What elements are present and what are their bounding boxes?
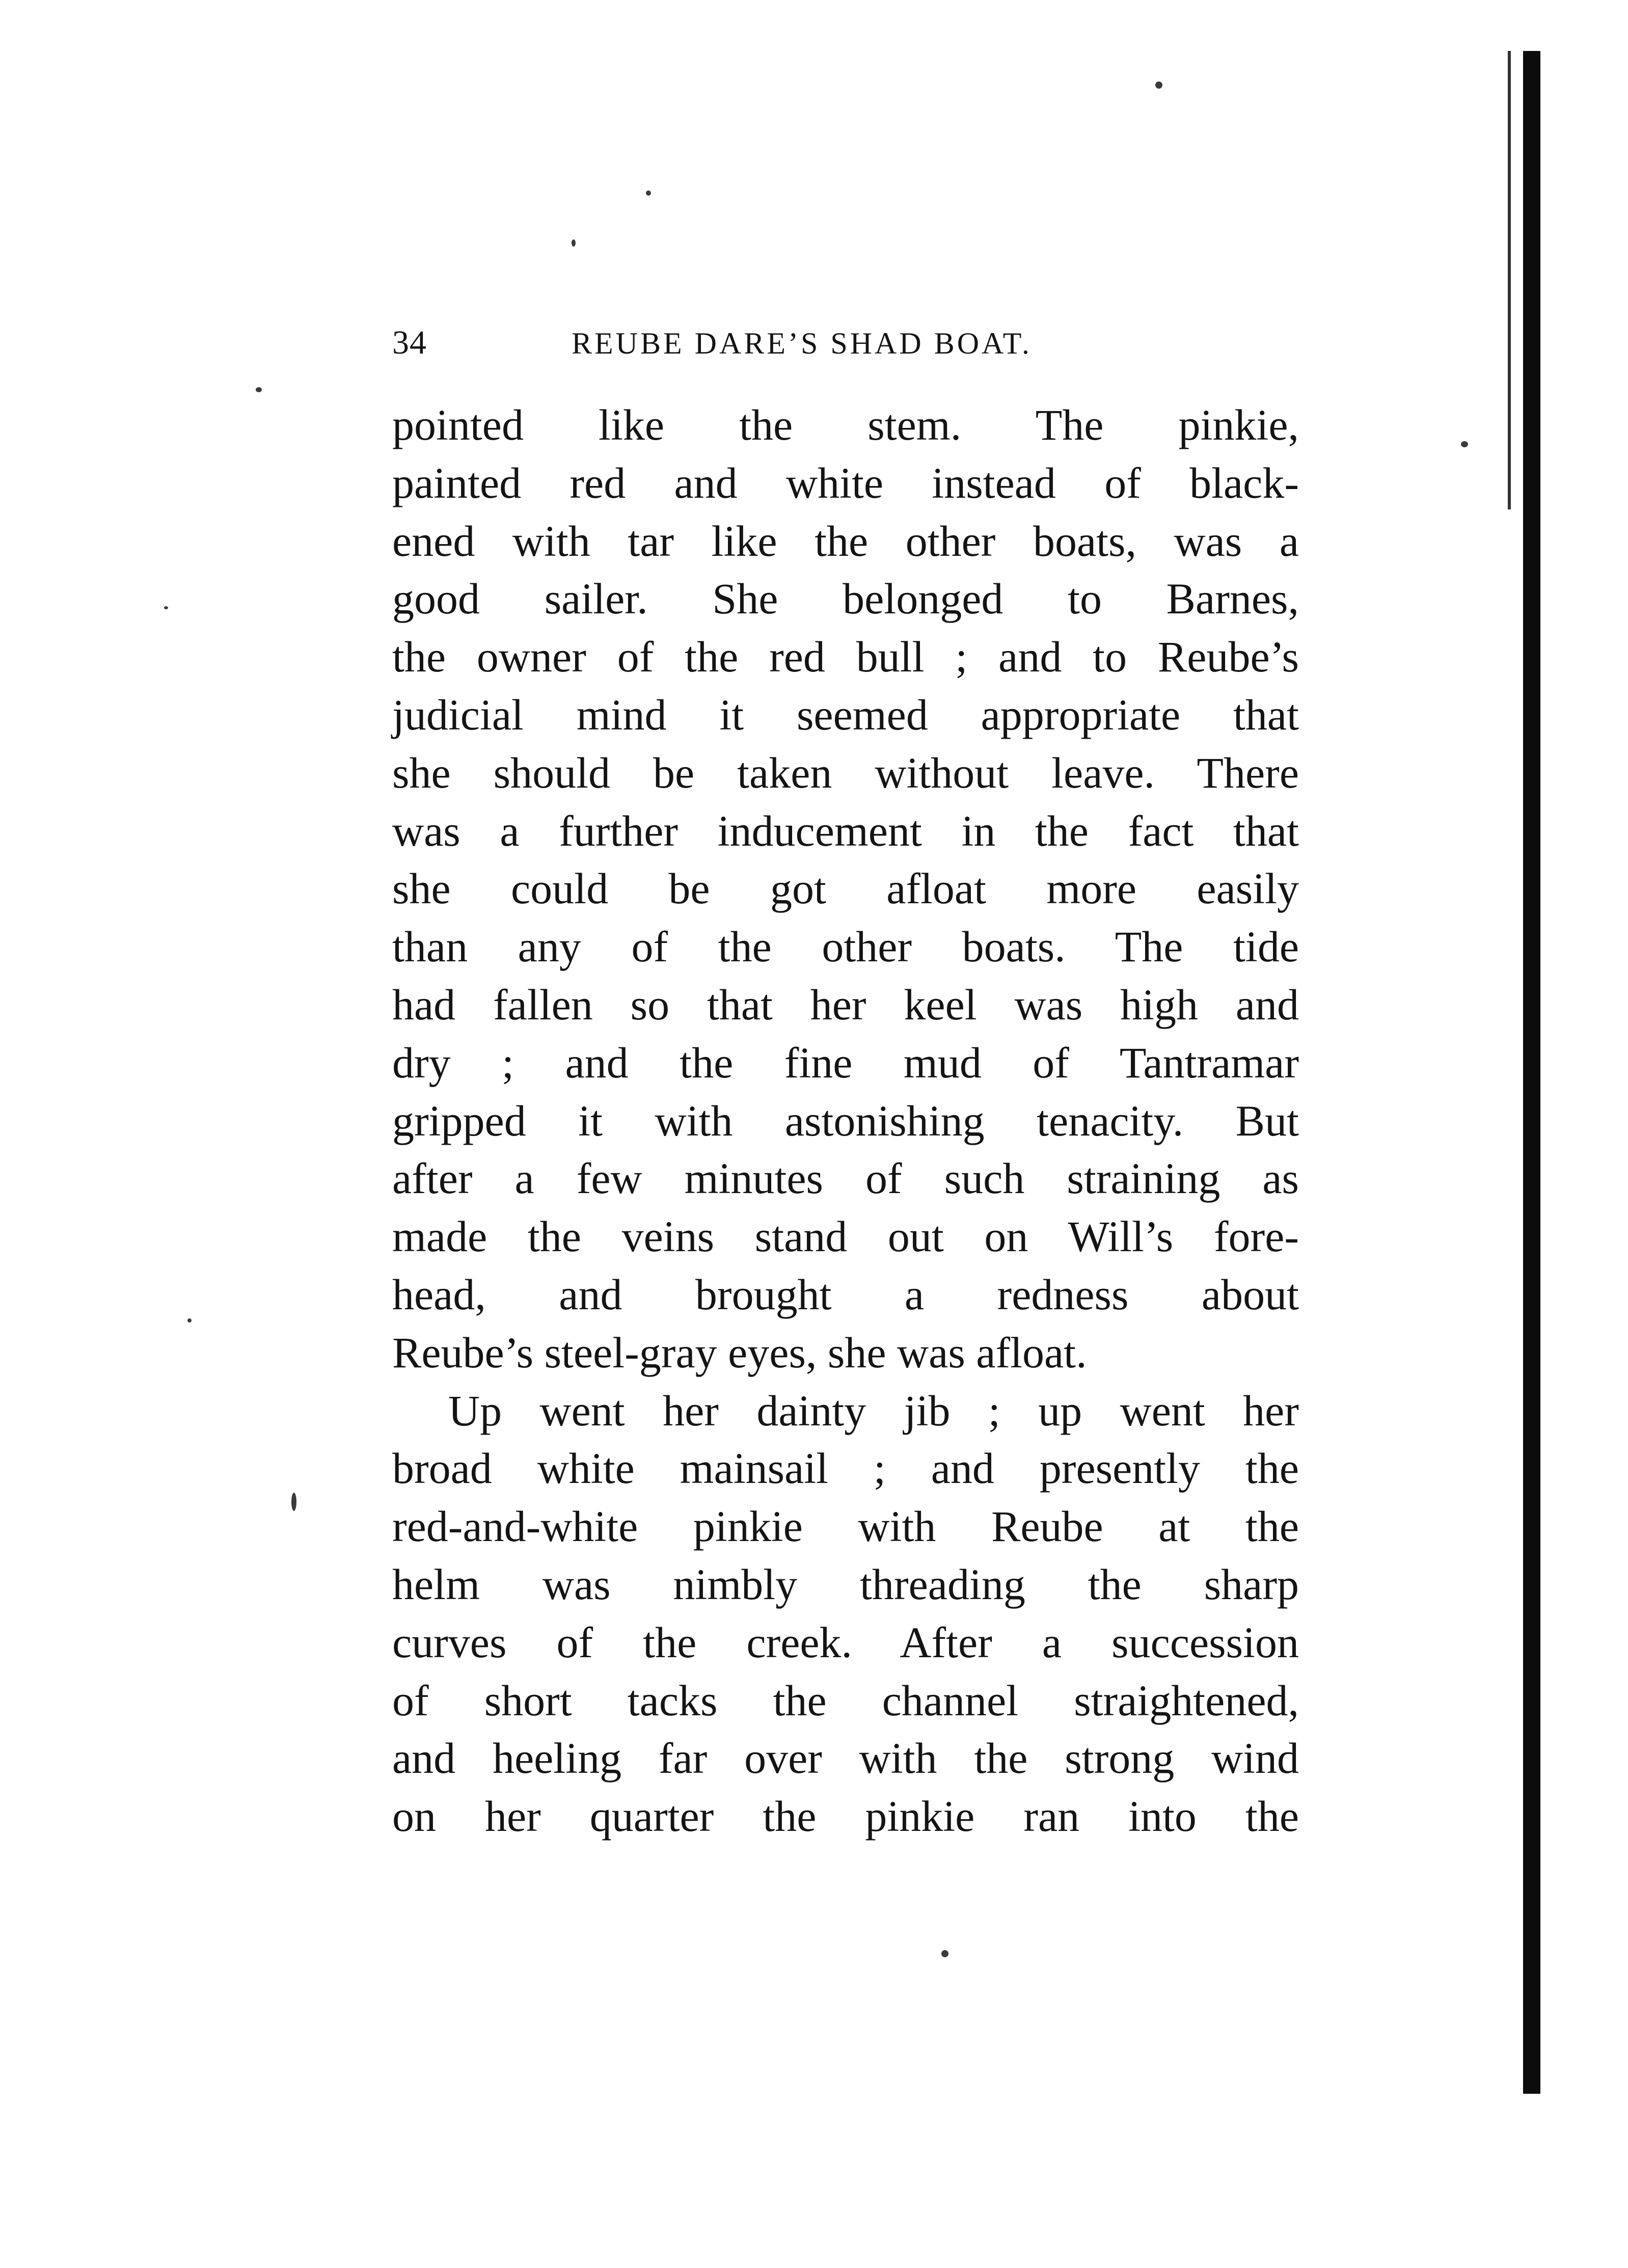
text-line: painted red and white instead of black- — [392, 458, 1299, 507]
text-line: gripped it with astonishing tenacity. But — [392, 1096, 1299, 1145]
text-line: judicial mind it seemed appropriate that — [392, 690, 1299, 739]
scan-speck — [1461, 441, 1468, 447]
scan-speck — [256, 387, 262, 392]
page-binding-edge — [1523, 51, 1540, 2094]
text-line: Reube’s steel-gray eyes, she was afloat. — [392, 1328, 1087, 1377]
text-line: she could be got afloat more easily — [392, 864, 1299, 913]
text-line: ened with tar like the other boats, was a — [392, 516, 1299, 565]
text-line: after a few minutes of such straining as — [392, 1154, 1299, 1203]
text-line: helm was nimbly threading the sharp — [392, 1559, 1299, 1609]
page-header — [392, 320, 1309, 366]
text-line: curves of the creek. After a succession — [392, 1617, 1299, 1667]
text-line: pointed like the stem. The pinkie, — [392, 400, 1299, 449]
page-binding-shadow — [1508, 51, 1511, 509]
running-head: REUBE DARE’S SHAD BOAT. — [572, 327, 1032, 360]
text-line: she should be taken without leave. There — [392, 748, 1299, 797]
text-line: Up went her dainty jib ; up went her — [448, 1386, 1299, 1435]
scan-speck — [187, 1318, 192, 1322]
body-text — [392, 396, 1299, 1846]
text-line: the owner of the red bull ; and to Reube’s — [392, 632, 1299, 682]
text-line: had fallen so that her keel was high and — [392, 980, 1299, 1029]
text-line: made the veins stand out on Will’s fore- — [392, 1212, 1299, 1261]
text-line: and heeling far over with the strong wind — [392, 1734, 1299, 1783]
text-line: on her quarter the pinkie ran into the — [392, 1792, 1299, 1841]
text-line: good sailer. She belonged to Barnes, — [392, 574, 1299, 624]
scan-speck — [572, 239, 576, 247]
scan-speck — [291, 1493, 296, 1511]
scan-speck — [1155, 82, 1162, 89]
scan-speck — [941, 1950, 948, 1957]
text-line: dry ; and the fine mud of Tantramar — [392, 1038, 1299, 1087]
text-line: of short tacks the channel straightened, — [392, 1676, 1299, 1725]
scan-speck — [646, 191, 651, 196]
text-line: broad white mainsail ; and presently the — [392, 1444, 1299, 1493]
text-line: head, and brought a redness about — [392, 1270, 1299, 1319]
text-line: was a further inducement in the fact that — [392, 806, 1299, 855]
page-number: 34 — [392, 324, 427, 361]
scan-speck — [164, 606, 168, 609]
text-line: red-and-white pinkie with Reube at the — [392, 1502, 1299, 1551]
text-line: than any of the other boats. The tide — [392, 922, 1299, 971]
